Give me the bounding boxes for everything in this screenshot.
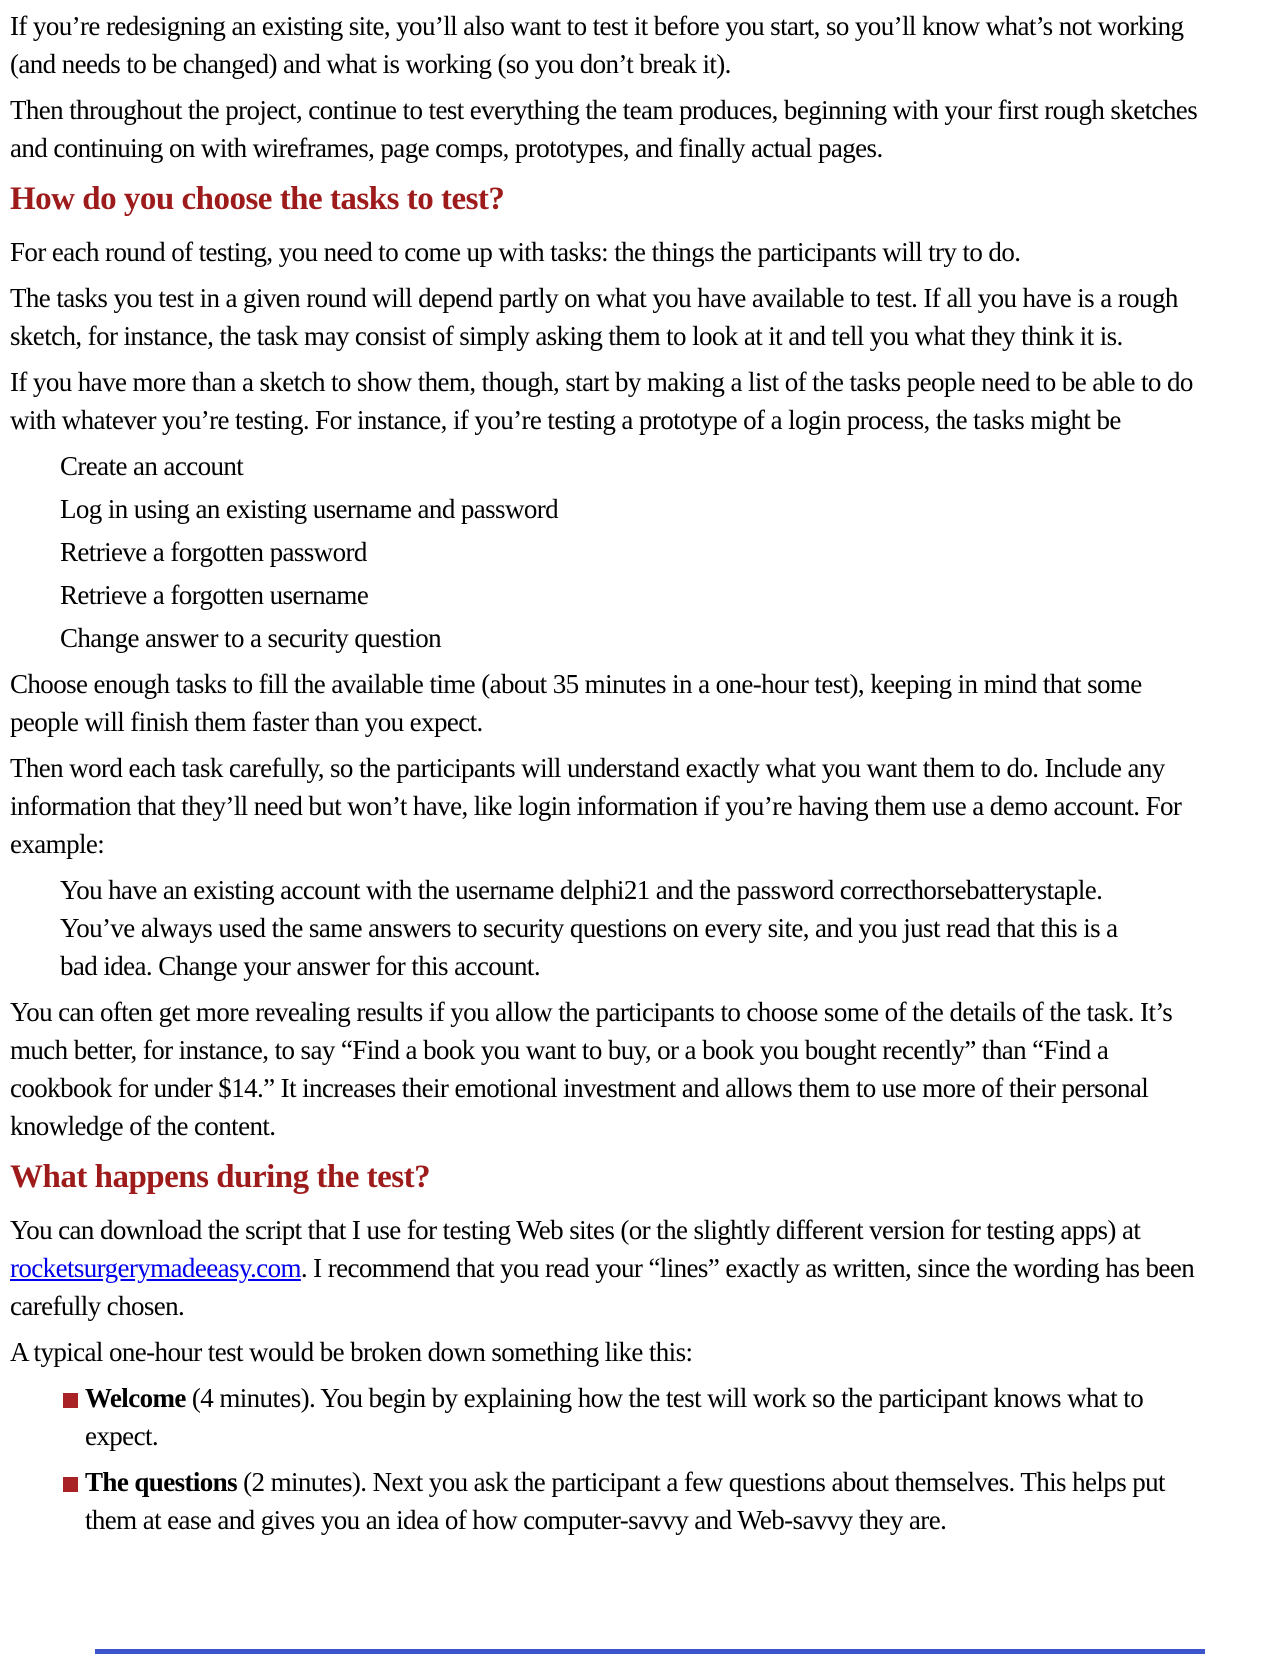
section-heading-during-test: What happens during the test? — [10, 1159, 431, 1195]
bullet-square-icon — [63, 1393, 78, 1408]
bottom-blue-bar — [95, 1649, 1205, 1654]
bullet-text: (2 minutes). Next you ask the participant a few questions about themselves. This helps put them at ease and gives you an idea of how computer-savvy and Web-savvy they are. — [85, 1467, 1165, 1535]
list-item-questions — [85, 1463, 1205, 1539]
paragraph-each-round: For each round of testing, you need to come up with tasks: the things the participants will try to do. — [10, 237, 1021, 267]
list-item-welcome — [85, 1379, 1205, 1455]
paragraph-tasks-depend: The tasks you test in a given round will depend partly on what you have available to test. If all you have is a rough sketch, for instance, the task may consist of simply asking them to look at it and tell you what they think it is. — [10, 283, 1178, 351]
bullet-text: (4 minutes). You begin by explaining how the test will work so the participant knows what to expect. — [85, 1383, 1144, 1451]
task-list-item: Retrieve a forgotten username — [60, 580, 369, 610]
paragraph-download-script — [10, 1211, 1205, 1325]
paragraph-text: You can download the script that I use for testing Web sites (or the slightly different version for testing apps) at — [10, 1215, 1141, 1245]
example-task-quote: You have an existing account with the username delphi21 and the password correcthorsebatterystaple. You’ve always used the same answers to security questions on every site, and you just read that this is a bad idea. Change your answer for this account. — [60, 875, 1118, 981]
paragraph-redesigning: If you’re redesigning an existing site, you’ll also want to test it before you start, so you’ll know what’s not working (and needs to be changed) and what is working (so you don’t break it). — [10, 11, 1184, 79]
rocketsurgerymadeeasy-link[interactable]: rocketsurgerymadeeasy.com — [10, 1253, 301, 1283]
paragraph-revealing-results: You can often get more revealing results if you allow the participants to choose some of the details of the task. It’s much better, for instance, to say “Find a book you want to buy, or a book you bought recently” than “Find a cookbook for under $14.” It increases their emotional investment and allows them to use more of their personal knowledge of the content. — [10, 997, 1173, 1141]
task-list-item: Retrieve a forgotten password — [60, 537, 367, 567]
paragraph-word-each-task: Then word each task carefully, so the participants will understand exactly what you want them to do. Include any information that they’ll need but won’t have, like login information if you’re having them use a demo account. For example: — [10, 753, 1182, 859]
task-list — [10, 447, 1205, 657]
section-heading-choose-tasks: How do you choose the tasks to test? — [10, 181, 505, 217]
paragraph-choose-enough: Choose enough tasks to fill the available time (about 35 minutes in a one-hour test), keeping in mind that some people will finish them faster than you expect. — [10, 669, 1142, 737]
task-list-item: Create an account — [60, 451, 244, 481]
paragraph-more-than-sketch: If you have more than a sketch to show them, though, start by making a list of the tasks people need to be able to do with whatever you’re testing. For instance, if you’re testing a prototype of a login process, the tasks might be — [10, 367, 1193, 435]
bullet-square-icon — [63, 1477, 78, 1492]
bullet-lead: Welcome — [85, 1383, 186, 1413]
task-list-item: Log in using an existing username and password — [60, 494, 559, 524]
paragraph-throughout-project: Then throughout the project, continue to test everything the team produces, beginning with your first rough sketches and continuing on with wireframes, page comps, prototypes, and finally actual pages. — [10, 95, 1198, 163]
task-list-item: Change answer to a security question — [60, 623, 442, 653]
bullet-lead: The questions — [85, 1467, 237, 1497]
paragraph-typical-test: A typical one-hour test would be broken down something like this: — [10, 1337, 693, 1367]
paragraph-text: . I recommend that you read your “lines” exactly as written, since the wording has been carefully chosen. — [10, 1253, 1195, 1321]
